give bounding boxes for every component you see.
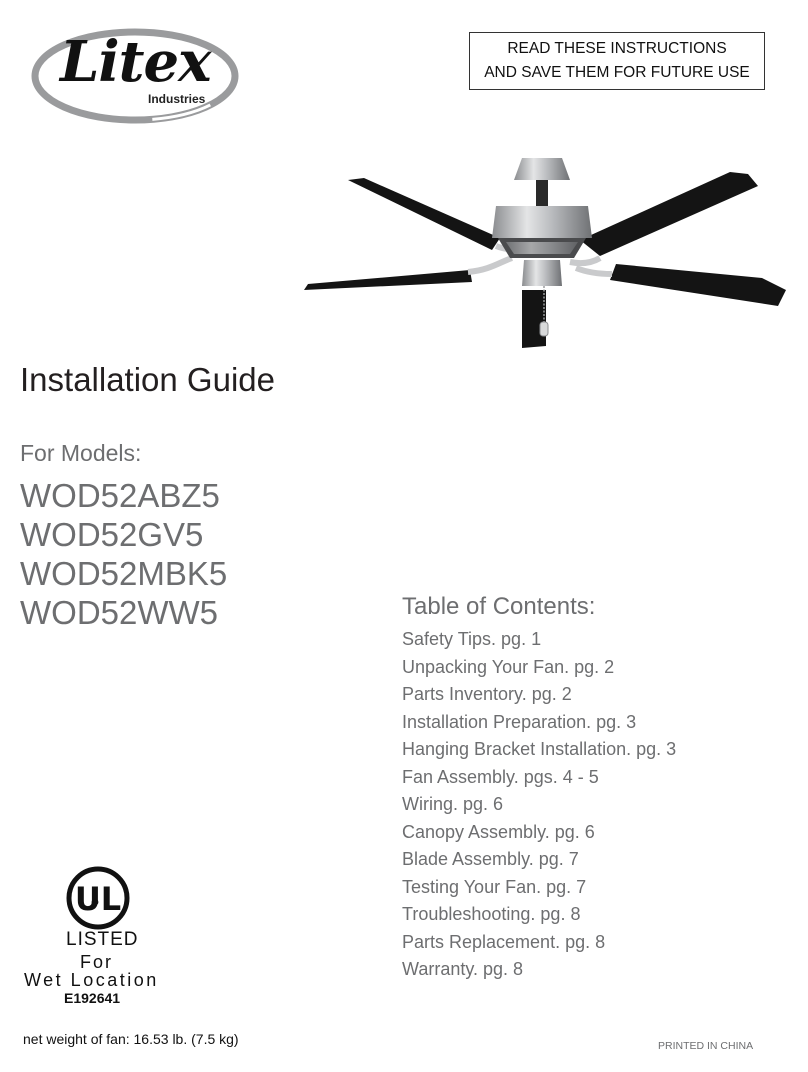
model-item: WOD52MBK5 [20, 555, 228, 592]
notice-line-2: AND SAVE THEM FOR FUTURE USE [484, 64, 750, 81]
ul-listed-icon [64, 866, 132, 930]
toc-item: Hanging Bracket Installation. pg. 3 [402, 739, 677, 759]
toc-item: Fan Assembly. pgs. 4 - 5 [402, 766, 599, 787]
ul-for-text: For [80, 952, 113, 972]
logo-brand-name: Litex [60, 29, 211, 95]
toc-item: Unpacking Your Fan. pg. 2 [402, 656, 615, 677]
toc-item: Installation Preparation. pg. 3 [402, 711, 637, 732]
ceiling-fan-icon [300, 150, 792, 360]
model-item: WOD52WW5 [20, 594, 218, 631]
model-item: WOD52GV5 [20, 516, 204, 553]
page-title: Installation Guide [20, 361, 275, 398]
ul-listed-text: LISTED [66, 929, 139, 950]
ul-location-text: Wet Location [24, 970, 159, 990]
toc-item: Parts Inventory. pg. 2 [402, 684, 572, 704]
printed-in: PRINTED IN CHINA [658, 1040, 754, 1052]
ul-file-number: E192641 [64, 990, 121, 1006]
toc-item: Safety Tips. pg. 1 [402, 629, 542, 649]
toc-title: Table of Contents: [402, 593, 596, 620]
models-list [20, 476, 227, 632]
toc-item: Wiring. pg. 6 [402, 794, 504, 814]
save-instructions-notice [469, 32, 765, 90]
toc-item: Parts Replacement. pg. 8 [402, 931, 606, 952]
logo-subtitle: Industries [148, 92, 206, 106]
toc-item: Troubleshooting. pg. 8 [402, 904, 581, 924]
notice-line-1: READ THESE INSTRUCTIONS [507, 40, 727, 57]
toc-item: Blade Assembly. pg. 7 [402, 849, 579, 869]
toc-list [402, 626, 676, 984]
toc-item: Canopy Assembly. pg. 6 [402, 821, 595, 842]
brand-logo [30, 20, 240, 130]
model-item: WOD52ABZ5 [20, 477, 220, 514]
models-label: For Models: [20, 440, 142, 466]
net-weight: net weight of fan: 16.53 lb. (7.5 kg) [23, 1031, 239, 1047]
ul-mark-text: UL [74, 880, 122, 918]
toc-item: Warranty. pg. 8 [402, 959, 524, 979]
toc-item: Testing Your Fan. pg. 7 [402, 876, 587, 897]
